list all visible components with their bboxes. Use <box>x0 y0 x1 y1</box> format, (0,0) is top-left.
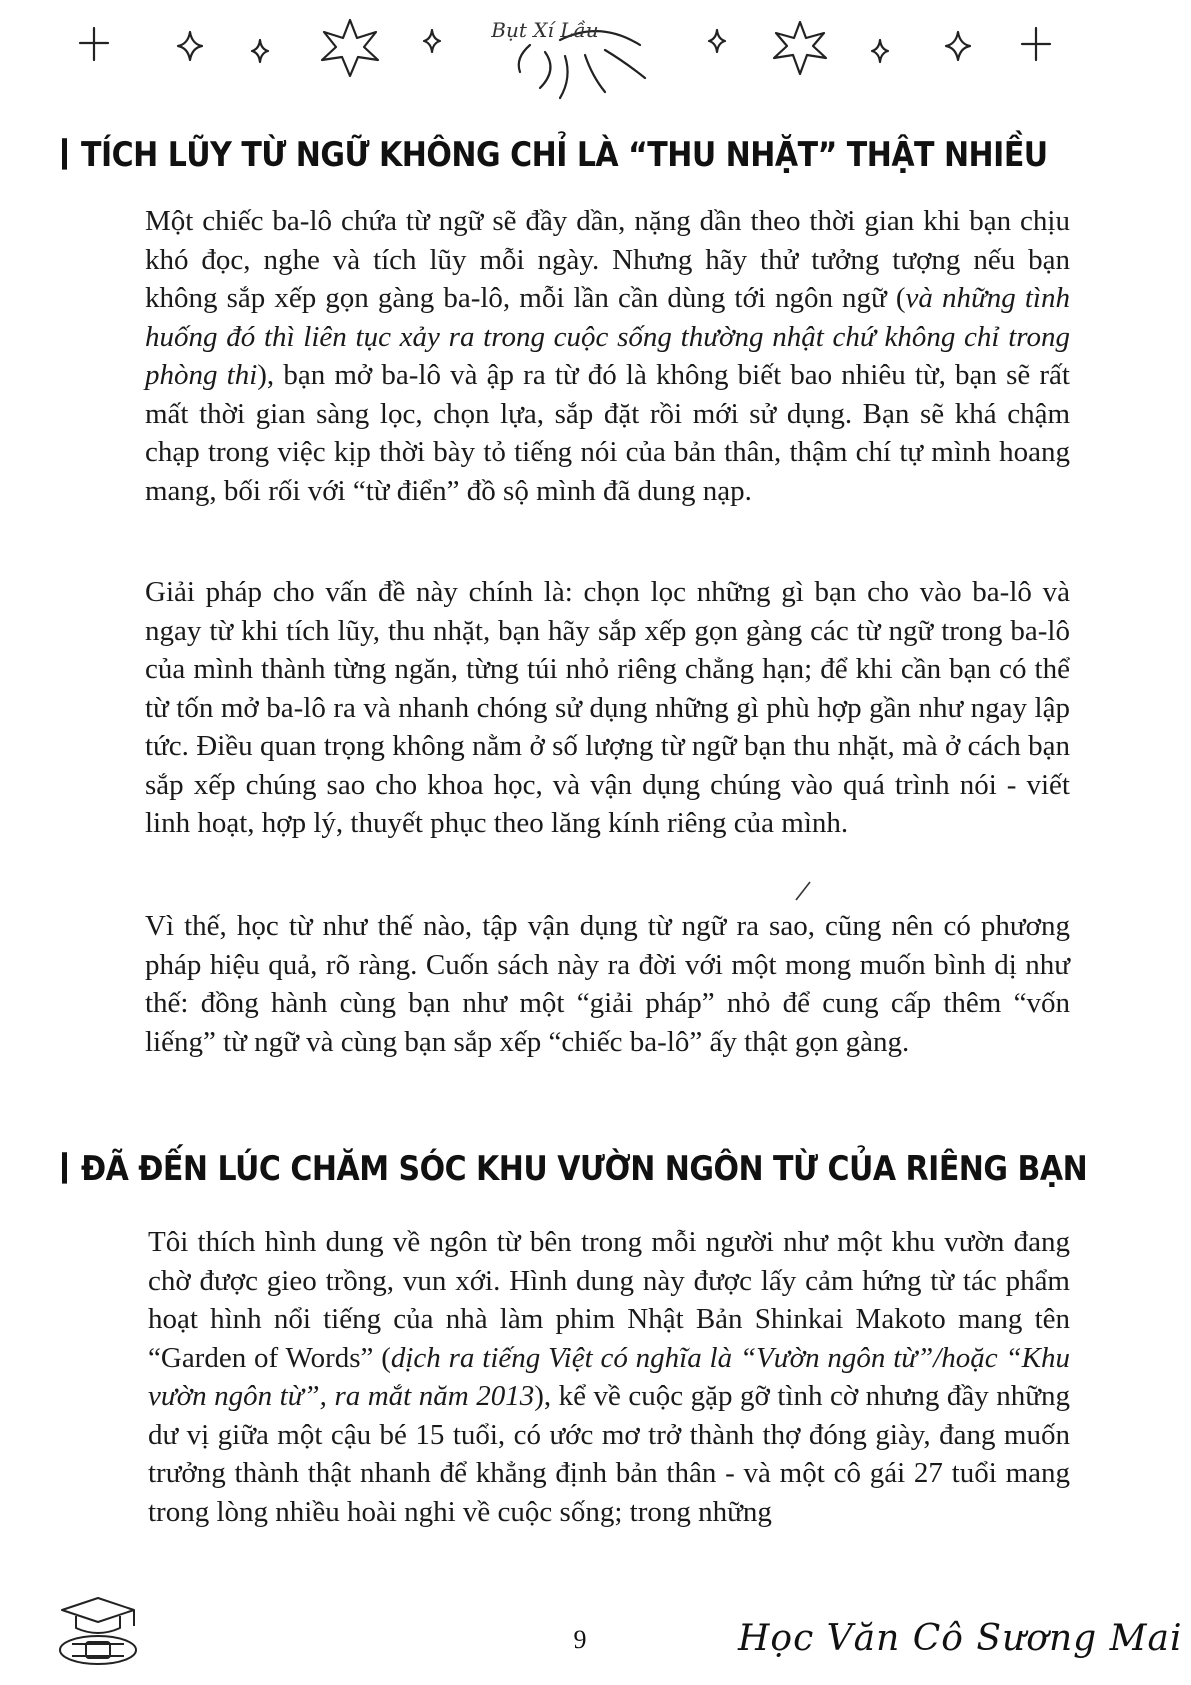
brand-logo-text: Bụt Xí Lầu <box>491 18 599 42</box>
paragraph-4-text-end: ), kể về cuộc gặp gỡ tình cờ nhưng đầy những dư vị giữa một cậu bé 15 tuổi, có ước mơ trở thành thợ đóng giày, đang muốn trưởng thành thật nhanh để khẳng định bản thân - và một cô gái 27 tuổi mang trong lòng nhiều hoài nghi về cuộc sống; trong những <box>148 1380 1070 1528</box>
paragraph-1-text-end: ), bạn mở ba-lô và ập ra từ đó là không biết bao nhiêu từ, bạn sẽ rất mất thời gian sàng lọc, chọn lựa, sắp đặt rồi mới sử dụng. Bạn sẽ khá chậm chạp trong việc kịp thời bày tỏ tiếng nói của bản thân, thậm chí tự mình hoang mang, bối rối với “từ điển” đồ sộ mình đã dung nạp. <box>145 359 1070 507</box>
section-heading-2-text: ĐÃ ĐẾN LÚC CHĂM SÓC KHU VƯỜN NGÔN TỪ CỦA RIÊNG BẠN <box>81 1150 1088 1190</box>
signature: Học Văn Cô Sương Mai <box>738 1618 1183 1659</box>
sparkle-icon <box>424 30 440 52</box>
section-heading-1 <box>62 136 1048 175</box>
plus-icon <box>1022 28 1050 60</box>
plus-icon <box>80 28 108 60</box>
heading-bar <box>62 1152 67 1183</box>
paragraph-1 <box>145 202 1070 510</box>
paragraph-4-text: Tôi thích hình dung về ngôn từ bên trong mỗi người như một khu vườn đang chờ được gieo trồng, vun xới. Hình dung này được lấy cảm hứng từ tác phẩm hoạt hình nổi tiếng của nhà làm phim Nhật Bản Shinkai Makoto mang tên “Garden of Words” ( <box>148 1226 1070 1374</box>
heading-bar <box>62 138 67 169</box>
paragraph-4 <box>148 1223 1070 1531</box>
star-icon <box>322 20 378 76</box>
sparkle-icon <box>709 30 725 52</box>
sparkle-icon <box>946 32 970 60</box>
paragraph-1-text: Một chiếc ba-lô chứa từ ngữ sẽ đầy dần, nặng dần theo thời gian khi bạn chịu khó đọc, nghe và tích lũy mỗi ngày. Nhưng hãy thử tưởng tượng nếu bạn không sắp xếp gọn gàng ba-lô, mỗi lần cần dùng tới ngôn ngữ ( <box>145 205 1070 314</box>
sparkle-icon <box>178 32 202 60</box>
star-icon <box>774 22 826 74</box>
paragraph-1-italic: và những tình huống đó thì liên tục xảy ra trong cuộc sống thường nhật chứ không chỉ trong phòng thi <box>145 282 1070 391</box>
page-number: 9 <box>573 1625 587 1654</box>
pen-tick-mark <box>792 880 814 902</box>
section-heading-2 <box>62 1150 1087 1189</box>
paragraph-4-italic: dịch ra tiếng Việt có nghĩa là “Vườn ngôn từ”/hoặc “Khu vườn ngôn từ”, ra mắt năm 2013 <box>148 1341 1070 1412</box>
sparkle-icon <box>252 40 268 62</box>
section-heading-1-text: TÍCH LŨY TỪ NGỮ KHÔNG CHỈ LÀ “THU NHẶT” THẬT NHIỀU <box>81 136 1048 176</box>
paragraph-3: Vì thế, học từ như thế nào, tập vận dụng từ ngữ ra sao, cũng nên có phương pháp hiệu quả, rõ ràng. Cuốn sách này ra đời với một mong muốn bình dị như thế: đồng hành cùng bạn như một “giải pháp” nhỏ để cung cấp thêm “vốn liếng” từ ngữ và cùng bạn sắp xếp “chiếc ba-lô” ấy thật gọn gàng. <box>145 910 1070 1058</box>
paragraph-2: Giải pháp cho vấn đề này chính là: chọn lọc những gì bạn cho vào ba-lô và ngay từ khi tích lũy, thu nhặt, bạn hãy sắp xếp gọn gàng các từ ngữ trong ba-lô của mình thành từng ngăn, từng túi nhỏ riêng chẳng hạn; để khi cần bạn có thể từ tốn mở ba-lô ra và nhanh chóng sử dụng những gì phù hợp gần như ngay lập tức. Điều quan trọng không nằm ở số lượng từ ngữ bạn thu nhặt, mà ở cách bạn sắp xếp chúng sao cho khoa học, và vận dụng chúng vào quá trình nói - viết linh hoạt, hợp lý, thuyết phục theo lăng kính riêng của mình. <box>145 576 1070 839</box>
sparkle-icon <box>872 40 888 62</box>
graduation-cap-logo-icon <box>52 1592 144 1674</box>
